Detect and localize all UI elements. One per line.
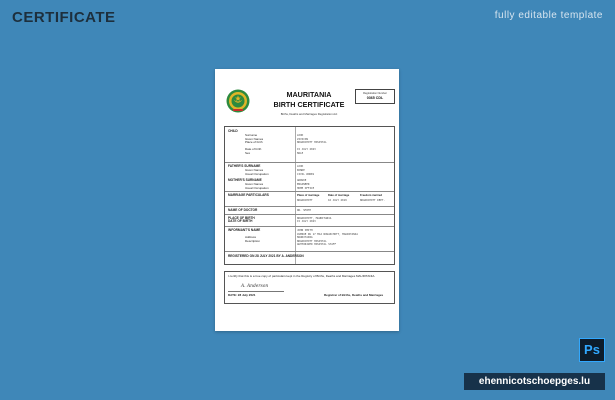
child-given-names-label: Given Names	[245, 136, 264, 141]
informant-address-value: AVENUE DU 17 MAI NOUAKCHOTT, MAURITANIA	[297, 232, 358, 236]
father-occupation-label: Usual Occupation	[245, 171, 269, 176]
informant-name-value: JOHN SMITH	[297, 229, 313, 232]
registration-number-box	[355, 89, 395, 104]
particulars-table	[224, 126, 395, 265]
marriage-place-column: Place of marriage	[297, 194, 320, 197]
child-sex-value: MALE	[297, 151, 304, 155]
place-of-birth-value: NOUAKCHOTT, MAURITANIA	[297, 216, 332, 220]
doctor-name-value: DR. SMITH	[297, 209, 312, 212]
informant-place-value: NOUAKCHOTT HOSPITAL	[297, 239, 327, 243]
child-date-of-birth-value: 15 JULY 2023	[297, 148, 316, 151]
child-place-of-birth-label: Place of birth	[245, 140, 263, 144]
row-divider	[225, 206, 394, 207]
informant-description-label: Description	[245, 238, 261, 243]
row-divider	[225, 226, 394, 227]
date-of-birth-value: 15 JULY 2023	[297, 220, 316, 223]
child-sex-label: Sex	[245, 150, 251, 155]
father-given-names-value: KONDE	[297, 169, 305, 172]
informant-description-value: AUTHORIZED HOSPITAL STAFF	[297, 243, 337, 246]
marriage-particulars-heading: MARRIAGE PARTICULARS	[228, 193, 269, 197]
website-watermark: ehennicotschoepges.lu	[464, 373, 605, 390]
corner-subtitle: fully editable template	[494, 10, 603, 21]
document-subtitle: Births, Deaths and Marriages Registration Act	[280, 112, 338, 116]
child-place-of-birth-value: NOUAKCHOTT HOSPITAL	[297, 141, 327, 144]
certification-text: I certify that this is a true copy of particulars kept in the Registry of Births, Deaths and Marriages MAURITANIA.	[228, 274, 376, 278]
place-of-birth-heading: PLACE OF BIRTH	[228, 215, 255, 220]
date-of-birth-heading: DATE OF BIRTH	[228, 219, 253, 223]
mother-surname-value: ARDUKE	[297, 179, 307, 182]
marriage-freedom-value: NOUAKCHOTT DEPT.	[360, 198, 385, 202]
doctor-name-heading: NAME OF DOCTOR	[228, 208, 258, 212]
row-divider	[225, 251, 394, 252]
registered-on-line: REGISTERED ON 28 JULY 2021 BY A. ANDERSON	[228, 254, 304, 258]
child-date-of-birth-label: Date of birth	[245, 147, 262, 151]
father-surname-value: LOOK	[297, 165, 304, 168]
registrar-title: Registrar of Births, Deaths and Marriages	[324, 293, 384, 297]
informant-country-value: MAURITANIA	[297, 236, 313, 239]
mother-given-names-value: ENGINEER	[297, 183, 310, 186]
row-divider	[225, 191, 394, 192]
signature-line	[228, 291, 284, 292]
registration-number-label: Registration Number	[363, 92, 387, 95]
corner-title: CERTIFICATE	[12, 9, 116, 26]
informant-name-heading: INFORMANT'S NAME	[228, 228, 261, 232]
row-divider	[225, 214, 394, 215]
child-surname-value: LOOK	[297, 134, 304, 137]
child-heading: CHILD	[228, 129, 238, 133]
column-divider	[295, 127, 296, 264]
certification-date: DATE: 28 July 2021	[228, 293, 256, 297]
country-name: MAURITANIA	[286, 90, 332, 99]
registration-number-value: 0365 CDL	[366, 96, 384, 100]
marriage-date-value: 16 JULY 2019	[328, 198, 347, 202]
mother-occupation-label: Usual Occupation	[245, 185, 269, 190]
certification-box	[224, 271, 395, 304]
child-surname-label: Surname	[245, 133, 258, 137]
document-title: BIRTH CERTIFICATE	[273, 100, 345, 109]
marriage-freedom-column: Freedom married	[360, 194, 382, 197]
marriage-date-column: Date of marriage	[328, 194, 350, 197]
mother-surname-heading: MOTHER'S SURNAME	[228, 178, 262, 182]
informant-address-label: Address	[245, 235, 257, 239]
marriage-place-value: NOUAKCHOTT	[297, 198, 313, 202]
row-divider	[225, 162, 394, 163]
mother-occupation-value: HOME OFFICE	[297, 186, 315, 190]
coat-of-arms-icon	[226, 89, 250, 113]
father-surname-heading: FATHER'S SURNAME	[228, 164, 261, 168]
photoshop-icon: Ps	[579, 338, 605, 362]
certificate-document	[215, 69, 399, 331]
father-occupation-value: CIVIL WORKS	[297, 172, 315, 176]
registrar-signature: A. Anderson	[241, 284, 269, 289]
mother-given-names-label: Given Names	[245, 182, 264, 186]
father-given-names-label: Given Names	[245, 168, 264, 172]
child-given-names-value: ZIVICON	[297, 137, 308, 141]
